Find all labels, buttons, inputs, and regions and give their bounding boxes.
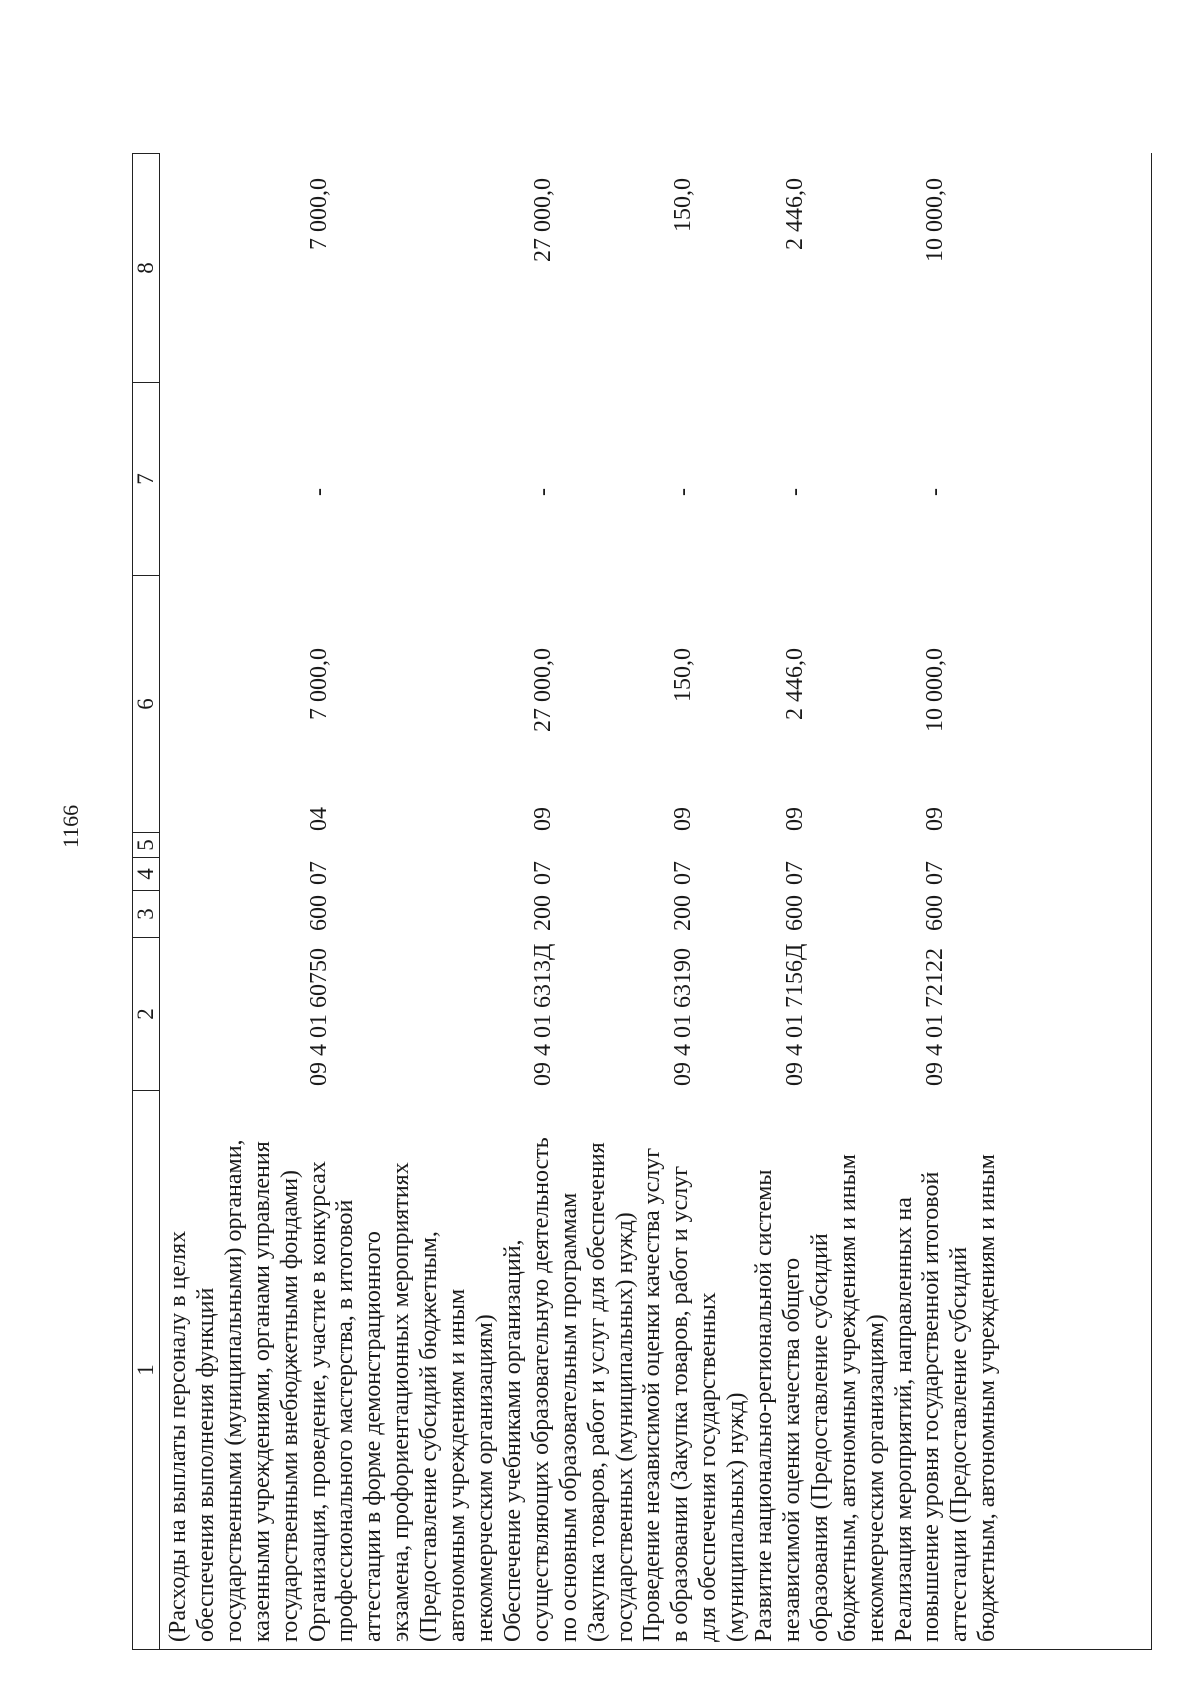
row-subsection: 09 [670,807,696,831]
description-line: аттестации (Предоставление субсидий [946,1246,973,1642]
row-value-col8: 10 000,0 [922,178,948,262]
description-line: в образовании (Закупка товаров, работ и услуг [667,1165,694,1642]
description-line: Проведение независимой оценки качества услуг [639,1147,666,1642]
description-line: (муниципальных) нужд) [723,1392,750,1642]
row-value-col8: 7 000,0 [306,178,332,250]
description-line: автономным учреждениям и иным [444,1288,471,1642]
row-expense-type: 600 [782,895,808,931]
description-line: Обеспечение учебниками организаций, [499,1239,526,1642]
description-line: бюджетным, автономным учреждениям и иным [834,1154,861,1642]
row-value-col6: 150,0 [670,648,696,702]
column-header-2: 2 [132,937,160,1091]
row-code: 09 4 01 60750 [306,948,332,1086]
column-header-8: 8 [132,153,160,383]
row-value-col6: 7 000,0 [306,648,332,720]
description-line: (Расходы на выплаты персоналу в целях [165,1230,191,1642]
column-header-5: 5 [132,832,160,858]
row-subsection: 04 [306,807,332,831]
description-line: бюджетным, автономным учреждениям и иным [974,1154,1001,1642]
row-value-col7: - [922,488,948,496]
table-bottom-border [1151,153,1152,1650]
column-header-1: 1 [132,1090,160,1650]
row-expense-type: 200 [670,895,696,931]
row-code: 09 4 01 72122 [922,948,948,1086]
row-section: 07 [670,861,696,885]
column-header-7: 7 [132,382,160,576]
description-line: (Предоставление субсидий бюджетным, [416,1231,443,1642]
description-line: по основным образовательным программам [555,1192,582,1642]
row-value-col6: 2 446,0 [782,648,808,720]
description-line: Организация, проведение, участие в конкурсах [304,1161,331,1642]
page-number: 1166 [58,804,83,848]
description-line: некоммерческим организациям) [471,1314,498,1642]
description-line: экзамена, профориентационных мероприятиях [388,1162,415,1642]
row-code: 09 4 01 6313Д [530,943,556,1086]
description-line: государственными внебюджетными фондами) [276,1169,303,1642]
row-value-col7: - [530,488,556,496]
description-line: осуществляющих образовательную деятельность [527,1137,554,1642]
row-expense-type: 600 [306,895,332,931]
row-subsection: 09 [922,807,948,831]
description-line: повышение уровня государственной итоговой [918,1171,945,1642]
row-expense-type: 200 [530,895,556,931]
row-value-col8: 27 000,0 [530,178,556,262]
row-section: 07 [306,861,332,885]
row-value-col7: - [306,488,332,496]
row-code: 09 4 01 63190 [670,948,696,1086]
row-section: 07 [782,861,808,885]
description-line: некоммерческим организациям) [862,1314,889,1642]
column-header-3: 3 [132,890,160,938]
description-line: государственными (муниципальными) органами, [220,1139,247,1642]
description-line: образования (Предоставление субсидий [806,1233,833,1642]
description-line: Реализация мероприятий, направленных на [890,1197,917,1642]
description-line: обеспечения выполнения функций [192,1287,219,1642]
row-value-col8: 150,0 [670,178,696,232]
row-value-col7: - [782,488,808,496]
description-line: профессионального мастерства, в итоговой [332,1199,359,1642]
row-value-col6: 27 000,0 [530,648,556,732]
column-header-4: 4 [132,857,160,891]
row-value-col7: - [670,488,696,496]
row-value-col8: 2 446,0 [782,178,808,250]
row-section: 07 [922,861,948,885]
description-line: для обеспечения государственных [695,1292,722,1642]
description-line: аттестации в форме демонстрационного [360,1231,387,1642]
description-line: Развитие национально-региональной системы [751,1169,778,1642]
description-line: казенными учреждениями, органами управления [248,1141,275,1642]
description-line: (Закупка товаров, работ и услуг для обеспечения [583,1142,610,1642]
description-line: независимой оценки качества общего [778,1257,805,1642]
row-section: 07 [530,861,556,885]
description-line: государственных (муниципальных) нужд) [611,1212,638,1642]
row-code: 09 4 01 7156Д [782,943,808,1086]
row-subsection: 09 [782,807,808,831]
row-descriptions [165,1022,1002,1642]
row-value-col6: 10 000,0 [922,648,948,732]
table-left-border [152,1649,1152,1650]
row-subsection: 09 [530,807,556,831]
column-header-6: 6 [132,575,160,833]
row-expense-type: 600 [922,895,948,931]
